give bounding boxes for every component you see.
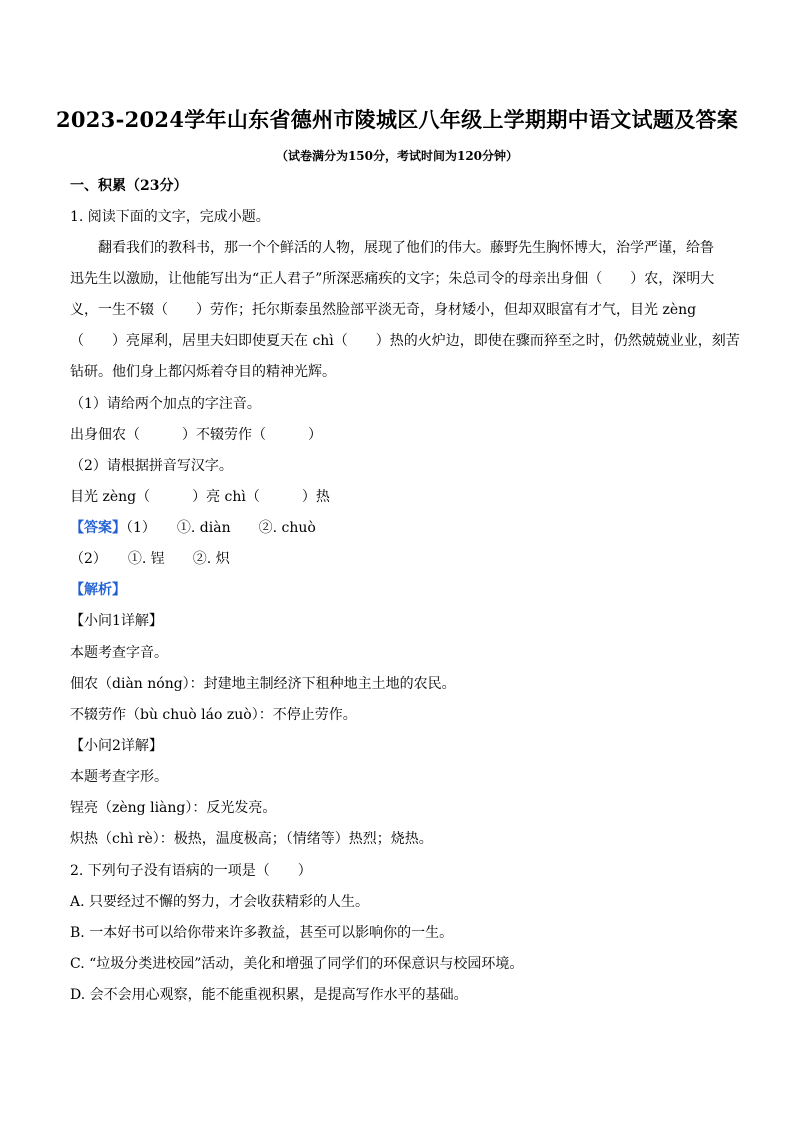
detail-1-label: 【小问1详解】 xyxy=(70,613,163,629)
sub-question-2-prompt: （2）请根据拼音写汉字。 xyxy=(70,458,233,474)
question-2-option: B. 一本好书可以给你带来许多教益，甚至可以影响你的一生。 xyxy=(70,925,454,941)
passage-line: 义，一生不辍（ ）劳作；托尔斯泰虽然脸部平淡无奇，身材矮小，但却双眼富有才气，目光 zèng xyxy=(70,302,697,318)
page-subtitle: （试卷满分为150分，考试时间为120分钟） xyxy=(275,149,519,163)
section-heading: 一、积累（23分） xyxy=(70,178,188,194)
detail-1-line: 本题考查字音。 xyxy=(70,645,168,661)
sub-question-2-blank: 目光 zèng（ ）亮 chì（ ）热 xyxy=(70,489,330,505)
question-2-option: A. 只要经过不懈的努力，才会收获精彩的人生。 xyxy=(70,894,370,910)
detail-2-line: 锃亮（zèng liàng）：反光发亮。 xyxy=(70,800,277,816)
passage-line: （ ）亮犀利，居里夫妇即使夏天在 chì（ ）热的火炉边，即使在骤而猝至之时，仍然兢兢业业，刻苦 xyxy=(70,333,740,349)
passage-line: 钻研。他们身上都闪烁着夺目的精神光辉。 xyxy=(70,364,336,380)
detail-2-label: 【小问2详解】 xyxy=(70,738,163,754)
sub-question-1-blank: 出身佃农（ ）不辍劳作（ ） xyxy=(70,427,322,443)
answer-part-1: （1） ①. diàn ②. chuò xyxy=(126,520,316,536)
question-2-option: D. 会不会用心观察，能不能重视积累，是提高写作水平的基础。 xyxy=(70,987,468,1003)
passage-line: 迅先生以激励，让他能写出为“正人君子”所深恶痛疾的文字；朱总司令的母亲出身佃（ ）农，深明大 xyxy=(70,271,715,287)
passage-line: 翻看我们的教科书，那一个个鲜活的人物，展现了他们的伟大。藤野先生胸怀博大，治学严谨，给鲁 xyxy=(98,240,714,256)
detail-1-line: 佃农（diàn nóng）：封建地主制经济下租种地主土地的农民。 xyxy=(70,676,456,692)
answer-label: 【答案】 xyxy=(70,520,126,536)
sub-question-1-prompt: （1）请给两个加点的字注音。 xyxy=(70,396,261,412)
question-2-prompt: 2. 下列句子没有语病的一项是（ ） xyxy=(70,863,312,879)
analysis-label: 【解析】 xyxy=(70,582,126,598)
detail-2-line: 炽热（chì rè）：极热，温度极高；（情绪等）热烈；烧热。 xyxy=(70,831,433,847)
page-title: 2023-2024学年山东省德州市陵城区八年级上学期期中语文试题及答案 xyxy=(55,107,739,132)
detail-2-line: 本题考查字形。 xyxy=(70,769,168,785)
question-2-option: C. “垃圾分类进校园”活动，美化和增强了同学们的环保意识与校园环境。 xyxy=(70,956,524,972)
question-1-prompt: 1. 阅读下面的文字，完成小题。 xyxy=(70,209,270,225)
detail-1-line: 不辍劳作（bù chuò láo zuò）：不停止劳作。 xyxy=(70,707,357,723)
answer-part-2: （2） ①. 锃 ②. 炽 xyxy=(70,551,230,567)
answer-row xyxy=(70,518,726,538)
